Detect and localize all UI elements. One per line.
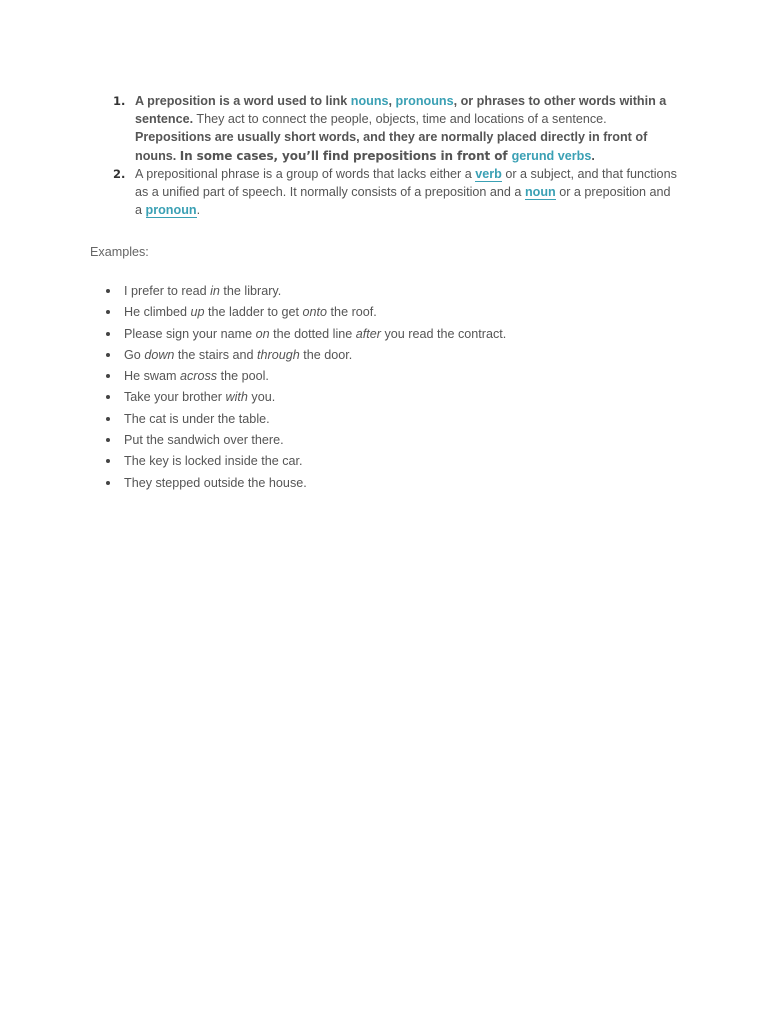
link-pronoun[interactable]: pronoun: [145, 203, 197, 218]
bullet-icon: [106, 289, 110, 293]
text-run: ,: [388, 94, 396, 108]
preposition-italic: up: [190, 305, 205, 320]
text-run: The key is locked inside the car.: [124, 454, 303, 469]
list-item: [106, 346, 506, 367]
text-run: Prepositions are usually short words, and they are normally placed directly in front of nouns.: [135, 130, 648, 163]
text-run: you read the contract.: [380, 326, 507, 341]
list-item: [106, 410, 506, 431]
text-run: the roof.: [327, 305, 377, 320]
preposition-italic: down: [144, 347, 175, 362]
text-run: Please sign your name: [124, 326, 256, 341]
text-run: the dotted line: [269, 326, 356, 341]
text-run: He swam: [124, 369, 180, 384]
text-run: He climbed: [124, 305, 191, 320]
text-run: or a preposition and a: [135, 185, 671, 218]
definitions-list: [108, 92, 678, 219]
bullet-icon: [106, 459, 110, 463]
bullet-icon: [106, 353, 110, 357]
list-item: [106, 452, 506, 473]
text-run: A preposition is a word used to link: [135, 94, 351, 108]
preposition-italic: with: [225, 390, 248, 405]
text-run: the ladder to get: [204, 305, 303, 320]
definition-item: [108, 92, 678, 165]
text-run: or a subject, and that functions as a unified part of speech. It normally consists of a preposition and a: [135, 166, 677, 200]
examples-list: [106, 282, 506, 495]
link-verb[interactable]: verb: [475, 166, 502, 181]
text-run: The cat is under the table.: [124, 411, 270, 426]
text-run: you.: [247, 390, 276, 405]
text-run: A prepositional phrase is a group of words that lacks either a: [135, 166, 476, 181]
preposition-italic: onto: [302, 305, 328, 320]
examples-heading: Examples:: [90, 245, 149, 259]
bullet-icon: [106, 481, 110, 485]
preposition-italic: on: [255, 326, 270, 341]
link-pronouns[interactable]: pronouns: [395, 94, 454, 108]
bullet-icon: [106, 395, 110, 399]
text-run: Take your brother: [124, 390, 226, 405]
text-run: They act to connect the people, objects, time and locations of a sentence.: [193, 112, 607, 127]
text-run: the pool.: [217, 369, 269, 384]
preposition-italic: in: [210, 284, 220, 298]
text-run: .: [196, 203, 201, 218]
list-item: [106, 388, 506, 409]
bullet-icon: [106, 438, 110, 442]
link-nouns[interactable]: nouns: [350, 94, 389, 108]
link-gerund-verbs[interactable]: gerund verbs: [511, 148, 592, 163]
text-run: Go: [124, 347, 145, 362]
preposition-italic: through: [257, 347, 300, 362]
text-run: In some cases, you’ll find prepositions in front of: [179, 148, 512, 163]
list-item: [106, 367, 506, 388]
list-item: [106, 325, 506, 346]
bullet-icon: [106, 332, 110, 336]
preposition-italic: after: [355, 326, 381, 341]
list-number: 1.: [113, 94, 126, 108]
text-run: I prefer to read: [124, 284, 211, 298]
bullet-icon: [106, 417, 110, 421]
text-run: .: [591, 148, 595, 163]
link-noun[interactable]: noun: [524, 185, 556, 200]
preposition-italic: across: [179, 369, 218, 384]
text-run: the door.: [299, 347, 353, 362]
list-item: [106, 474, 506, 495]
text-run: the stairs and: [174, 347, 258, 362]
definition-item: [108, 165, 678, 220]
list-item: [106, 431, 506, 452]
bullet-icon: [106, 374, 110, 378]
bullet-icon: [106, 310, 110, 314]
text-run: Put the sandwich over there.: [124, 433, 284, 448]
list-number: 2.: [113, 166, 126, 181]
text-run: They stepped outside the house.: [124, 475, 307, 490]
text-run: the library.: [219, 284, 282, 298]
list-item: [106, 282, 506, 303]
list-item: [106, 303, 506, 324]
text-run: , or phrases to other words within a sentence.: [135, 94, 667, 127]
